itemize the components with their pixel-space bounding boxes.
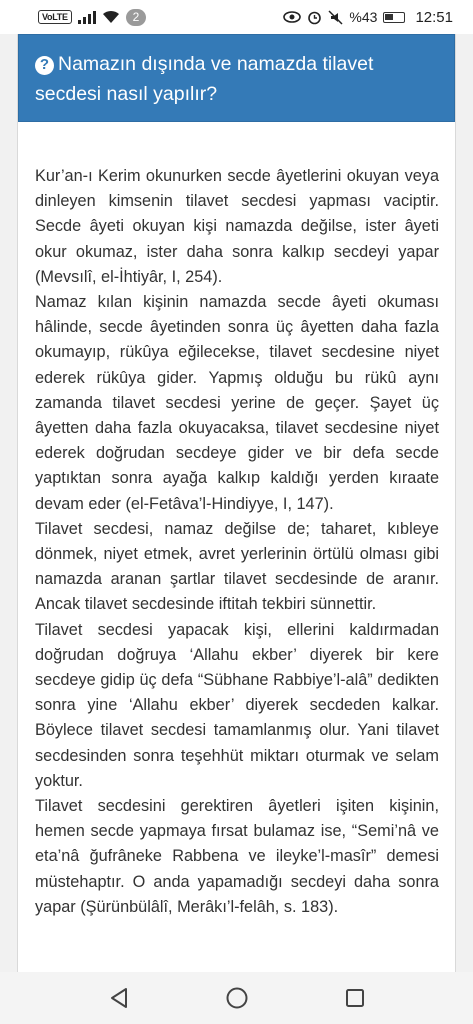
battery-percentage: %43	[349, 9, 378, 25]
mute-icon	[328, 10, 343, 25]
wifi-icon	[102, 10, 120, 24]
card-title	[35, 49, 438, 109]
battery-icon	[383, 12, 405, 23]
answer-paragraph-2: Namaz kılan kişinin namazda secde âyeti okuması hâlinde, secde âyetinden sonra üç âyetten daha fazla okumayıp, rükûya eğilecekse, tilavet secdesine niyet ederek rükûya gider. Yapmış olduğu bu rükû aynı zamanda tilavet secdesi yerine de geçer. Şayet üç âyetten daha fazla okuyacaksa, tilavet secdesine niyet ederek doğrudan secdeye gider ve bir defa secde yaptıktan sonra ayağa kalkıp kaldığı yerden kıraate devam eder (el-Fetâva’l-Hindiyye, I, 147).	[35, 293, 439, 513]
answer-paragraph-1: Kur’an-ı Kerim okunurken secde âyetlerini okuyan veya dinleyen kimsenin tilavet secdesi yapması vaciptir. Secde âyeti okuyan kişi namazda değilse, ister âyeti okur okumaz, ister daha sonra kalkıp secdeyi yapar (Mevsılî, el-İhtiyâr, I, 254).	[35, 167, 439, 286]
faq-card	[17, 34, 456, 972]
card-title-text: Namazın dışında ve namazda tilavet secdesi nasıl yapılır?	[35, 53, 374, 105]
home-button[interactable]	[178, 972, 296, 1024]
eye-icon	[283, 11, 301, 23]
back-icon	[108, 986, 130, 1010]
recents-icon	[344, 987, 366, 1009]
volte-badge: VoLTE	[38, 10, 72, 24]
answer-paragraph-3: Tilavet secdesi, namaz değilse de; taharet, kıbleye dönmek, niyet etmek, avret yerlerinin örtülü olması gibi namazda aranan şartlar tilavet secdesinde de aranır. Ancak tilavet secdesinde iftitah tekbiri sünnettir.	[35, 519, 439, 614]
notification-count-badge: 2	[126, 9, 147, 26]
answer-paragraph-4: Tilavet secdesi yapacak kişi, ellerini kaldırmadan doğrudan doğruya ‘Allahu ekber’ diyerek bir kere secdeye gidip üç defa “Sübhane Rabbiye’l-alâ” dedikten sonra yine ‘Allahu ekber’ diyerek secdeden kalkar. Böylece tilavet secdesi tamamlanmış olur. Yani tilavet secdesinden sonra teşehhüt miktarı oturmak ve selam yoktur.	[35, 620, 439, 790]
clock-time: 12:51	[415, 8, 453, 26]
card-body	[18, 122, 455, 920]
answer-paragraph-5: Tilavet secdesini gerektiren âyetleri işiten kişinin, hemen secde yapmaya fırsat bulamaz ise, “Semi’nâ ve eta’nâ ğufrâneke Rabbena ve ileyke’l-masîr” demesi müstehaptır. O anda yapamadığı secdeyi daha sonra yapar (Şürünbülâlî, Merâkı’l-felâh, s. 183).	[35, 797, 439, 916]
status-bar	[0, 0, 473, 34]
signal-icon	[78, 10, 96, 24]
status-left	[38, 9, 146, 26]
home-icon	[225, 986, 249, 1010]
question-circle-icon: ?	[35, 56, 54, 75]
recents-button[interactable]	[296, 972, 414, 1024]
card-header	[18, 34, 455, 122]
status-right	[283, 9, 453, 26]
back-button[interactable]	[60, 972, 178, 1024]
alarm-icon	[307, 10, 322, 25]
navigation-bar	[0, 972, 473, 1024]
